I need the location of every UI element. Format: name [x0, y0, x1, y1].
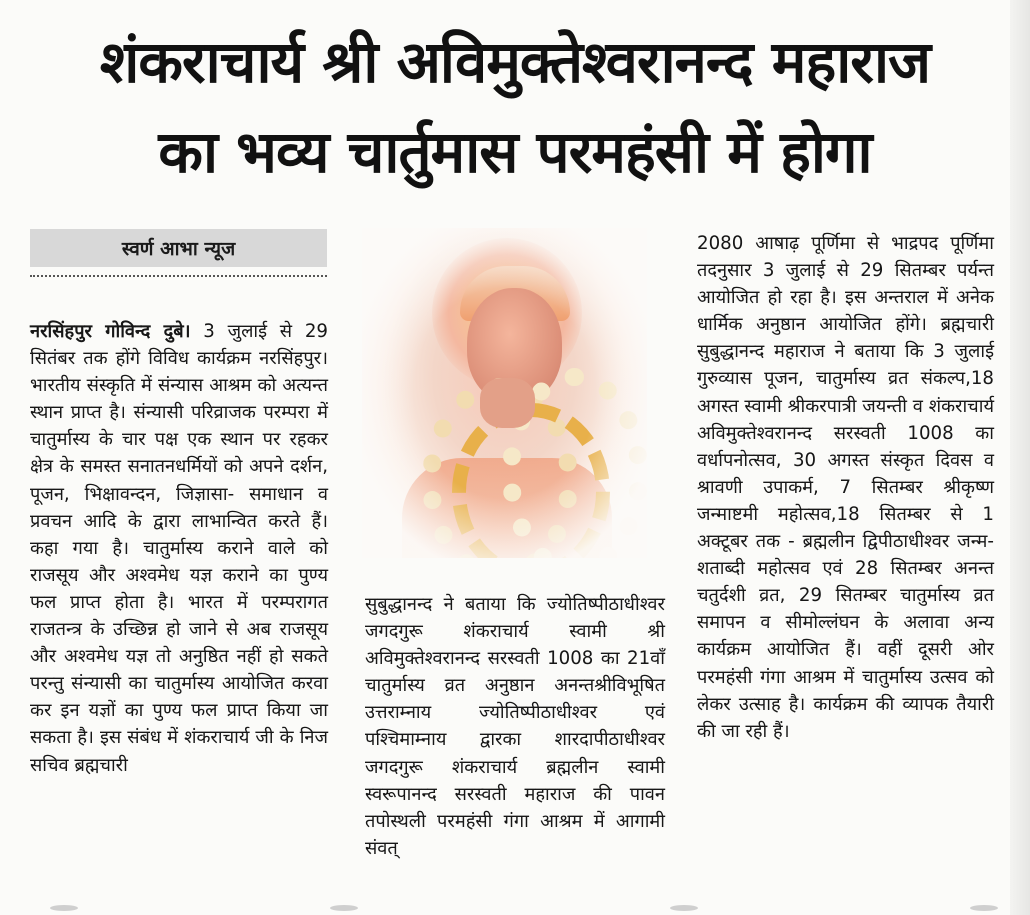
article-column-2 [365, 591, 665, 862]
column-2-text: सुबुद्धानन्द ने बताया कि ज्योतिष्पीठाधीश्वर जगदगुरू शंकराचार्य स्वामी श्री अविमुक्तेश्वरानन्द सरस्वती 1008 का 21वाँ चातुर्मास्य व्रत अनुष्ठान अनन्तश्रीविभूषित उत्तराम्नाय ज्योतिष्पीठाधीश्वर एवं पश्चिमाम्नाय द्वारका शारदापीठाधीश्वर जगदगुरू शंकराचार्य ब्रह्मलीन स्वामी स्वरूपानन्द सरस्वती महाराज की पावन तपोस्थली परमहंसी गंगा आश्रम में आगामी संवत् [365, 594, 665, 859]
page-bottom-edge [40, 905, 1000, 913]
page-fold-shadow [1010, 0, 1030, 915]
byline-text: स्वर्ण आभा न्यूज [121, 238, 236, 260]
article-photo [362, 228, 647, 558]
photo-vignette [362, 228, 647, 558]
headline-line-1: शंकराचार्य श्री अविमुक्तेश्वरानन्द महाराज [99, 28, 931, 96]
article-column-3 [697, 230, 994, 745]
article-column-1 [30, 318, 328, 779]
byline-box [30, 229, 327, 267]
byline-divider [30, 275, 327, 277]
column-3-text: 2080 आषाढ़ पूर्णिमा से भाद्रपद पूर्णिमा तदनुसार 3 जुलाई से 29 सितम्बर पर्यन्त आयोजित हो रहा है। इस अन्तराल में अनेक धार्मिक अनुष्ठान आयोजित होंगे। ब्रह्मचारी सुबुद्धानन्द महाराज ने बताया कि 3 जुलाई गुरुव्यास पूजन, चातुर्मास्य व्रत संकल्प,18 अगस्त स्वामी श्रीकरपात्री जयन्ती व शंकराचार्य अविमुक्तेश्वरानन्द सरस्वती 1008 का वर्धापनोत्सव, 30 अगस्त संस्कृत दिवस व श्रावणी उपाकर्म, 7 सितम्बर श्रीकृष्ण जन्माष्टमी महोत्सव,18 सितम्बर से 1 अक्टूबर तक - ब्रह्मलीन द्विपीठाधीश्वर जन्म-शताब्दी महोत्सव एवं 28 सितम्बर अनन्त चतुर्दशी व्रत, 29 सितम्बर चातुर्मास्य व्रत समापन व सीमोल्लंघन के अलावा अन्य कार्यक्रम आयोजित हैं। वहीं दूसरी ओर परमहंसी गंगा आश्रम में चातुर्मास्य उत्सव को लेकर उत्साह है। कार्यक्रम की व्यापक तैयारी की जा रही हैं। [697, 233, 994, 742]
column-1-text: 3 जुलाई से 29 सितंबर तक होंगे विविध कार्यक्रम नरसिंहपुर। भारतीय संस्कृति में संन्यास आश्रम को अत्यन्त स्थान प्राप्त है। संन्यासी परिव्राजक परम्परा में चातुर्मास्य के चार पक्ष एक स्थान पर रहकर क्षेत्र के समस्त सनातनधर्मियों को अपने दर्शन, पूजन, भिक्षावन्दन, जिज्ञासा- समाधान व प्रवचन आदि के द्वारा लाभान्वित करते हैं। कहा गया है। चातुर्मास्य कराने वाले को राजसूय और अश्वमेध यज्ञ कराने का पुण्य फल प्राप्त होता है। भारत में परम्परागत राजतन्त्र के उच्छिन्न हो जाने से अब राजसूय और अश्वमेध यज्ञ तो अनुष्ठित नहीं हो सकते परन्तु संन्यासी का चातुर्मास्य आयोजित करवा कर इन यज्ञों का पुण्य फल प्राप्त किया जा सकता है। इस संबंध में शंकराचार्य जी के निज सचिव ब्रह्मचारी [30, 321, 328, 776]
headline-line-2: का भव्य चार्तुमास परमहंसी में होगा [158, 118, 872, 186]
dateline: नरसिंहपुर गोविन्द दुबे। [30, 321, 191, 342]
